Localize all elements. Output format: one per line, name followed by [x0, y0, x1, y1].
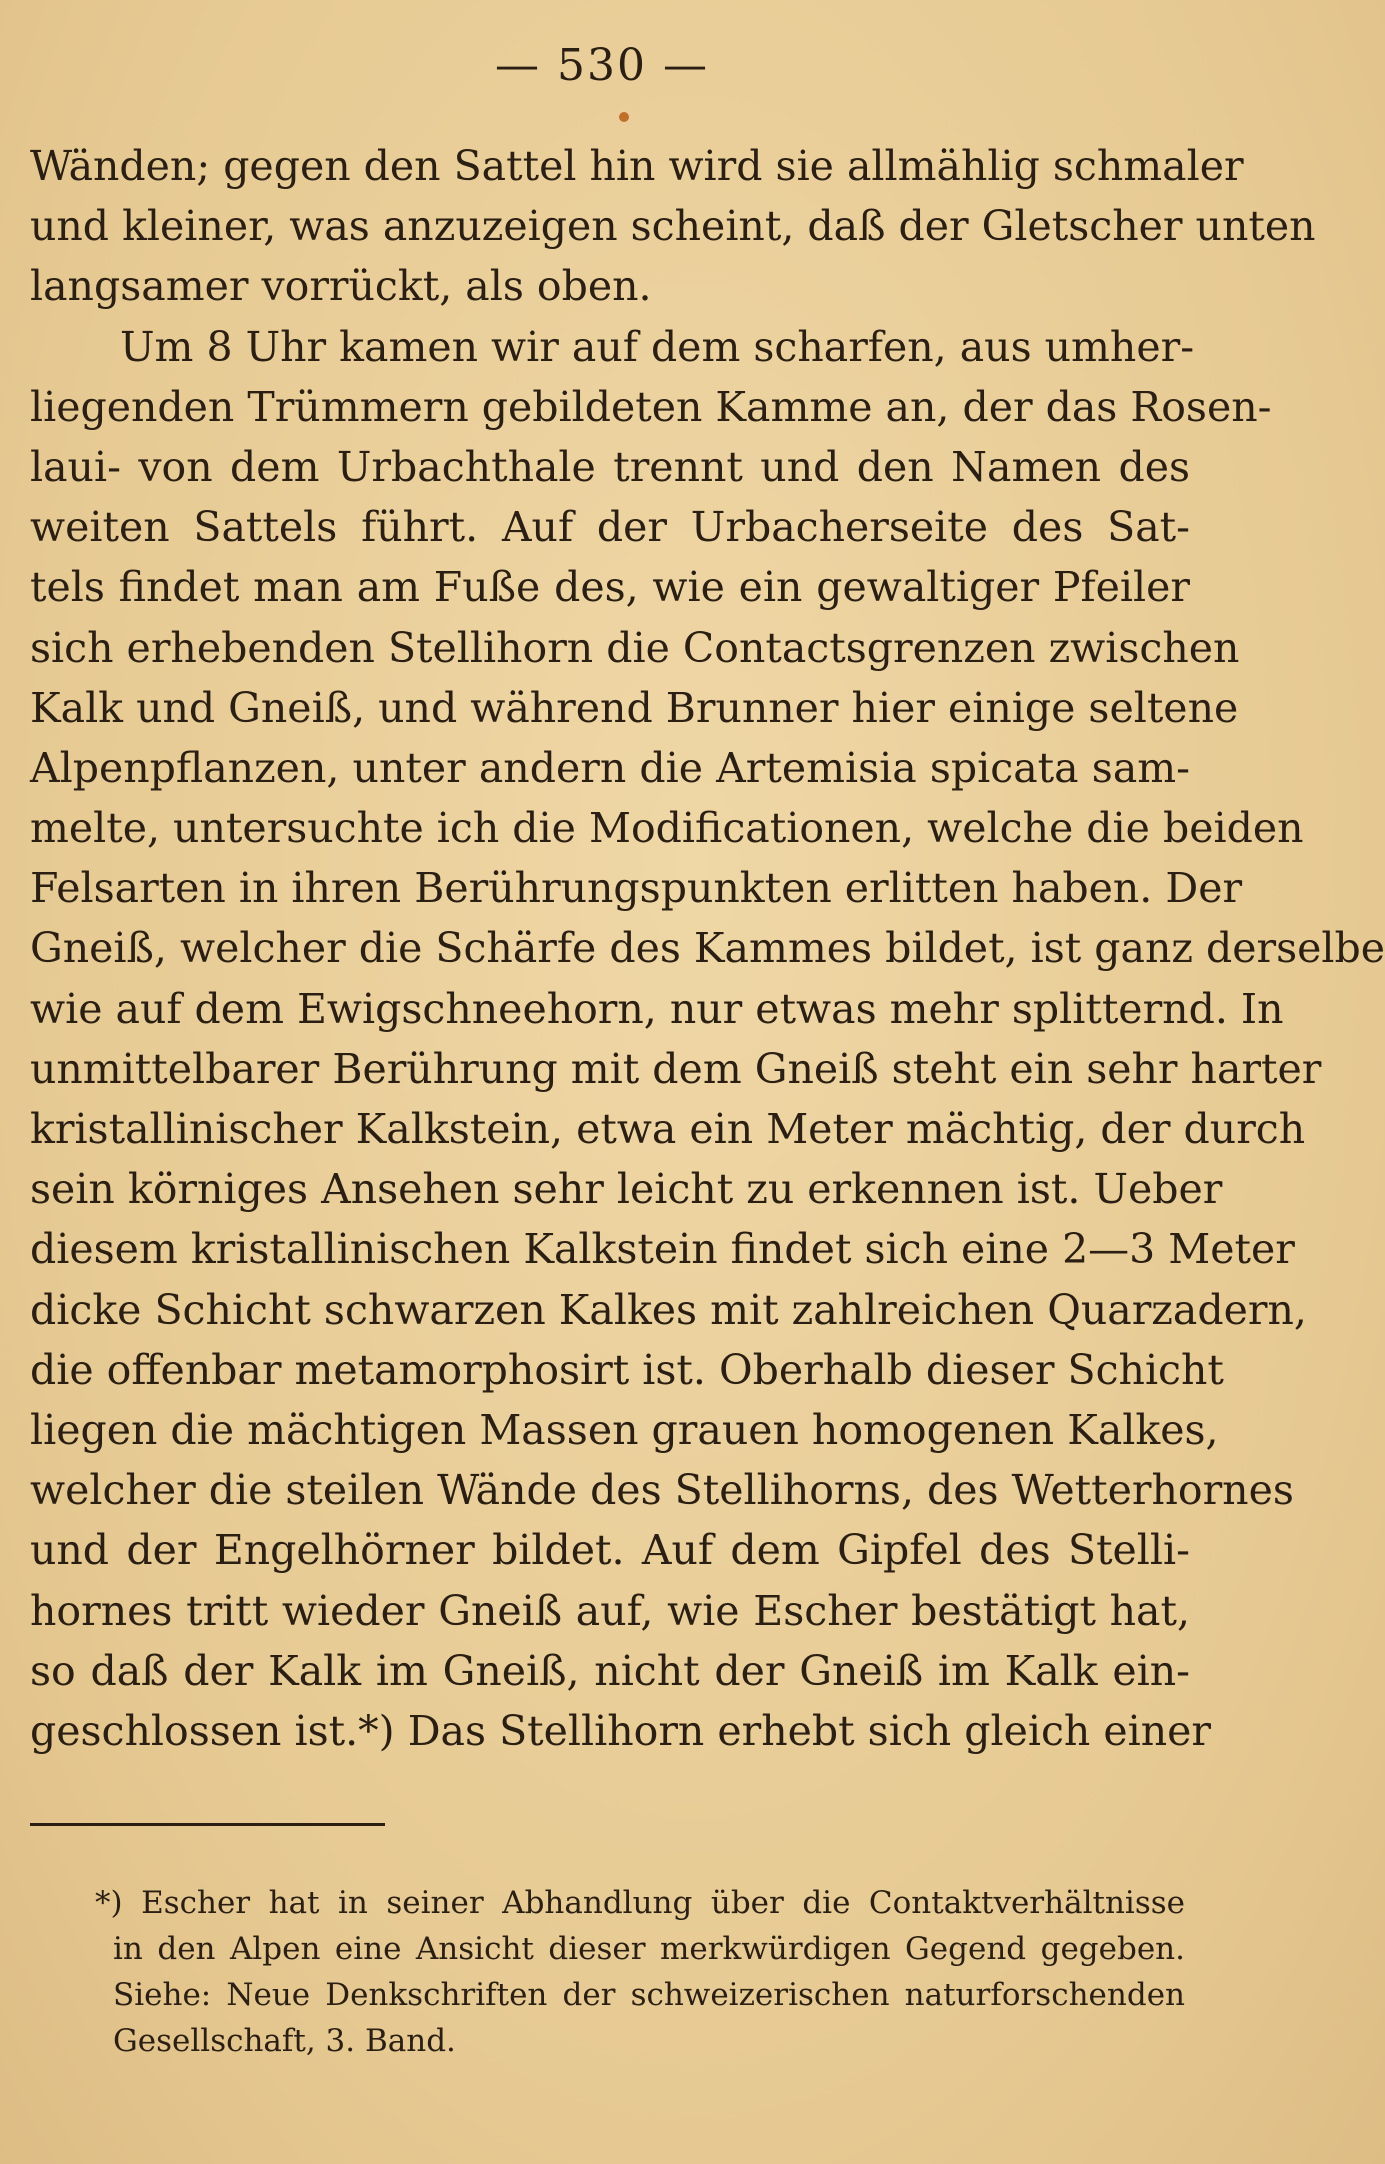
text-line: melte, untersuchte ich die Modificationen, welche die beiden	[30, 804, 1304, 853]
text-line: welcher die steilen Wände des Stellihorns, des Wetterhornes	[30, 1466, 1294, 1515]
footnote-line: *) Escher hat in seiner Abhandlung über die Contaktverhältnisse	[95, 1885, 1185, 1921]
text-line: langsamer vorrückt, als oben.	[30, 262, 652, 311]
ink-dot	[619, 112, 629, 122]
text-line: Gneiß, welcher die Schärfe des Kammes bildet, ist ganz derselbe	[30, 924, 1385, 973]
body-text	[30, 136, 1385, 1761]
text-line: wie auf dem Ewigschneehorn, nur etwas mehr splitternd. In	[30, 984, 1284, 1033]
text-line: und der Engelhörner bildet. Auf dem Gipfel des Stelli-	[30, 1526, 1190, 1575]
footnote-line: Gesellschaft, 3. Band.	[113, 2023, 456, 2059]
text-line: dicke Schicht schwarzen Kalkes mit zahlreichen Quarzadern,	[30, 1285, 1307, 1334]
footnote-line: Siehe: Neue Denkschriften der schweizerischen naturforschenden	[113, 1977, 1185, 2013]
text-line: sich erhebenden Stellihorn die Contactsgrenzen zwischen	[30, 623, 1240, 672]
text-line: geschlossen ist.*) Das Stellihorn erhebt sich gleich einer	[30, 1706, 1211, 1755]
text-line: diesem kristallinischen Kalkstein findet sich eine 2—3 Meter	[30, 1225, 1295, 1274]
text-line: liegen die mächtigen Massen grauen homogenen Kalkes,	[30, 1405, 1219, 1454]
page-number: — 530 —	[495, 40, 709, 91]
footnote-line: in den Alpen eine Ansicht dieser merkwürdigen Gegend gegeben.	[113, 1931, 1185, 1967]
text-line: unmittelbarer Berührung mit dem Gneiß steht ein sehr harter	[30, 1044, 1322, 1093]
text-line: tels findet man am Fuße des, wie ein gewaltiger Pfeiler	[30, 563, 1190, 612]
text-line: die offenbar metamorphosirt ist. Oberhalb dieser Schicht	[30, 1345, 1224, 1394]
text-line: Kalk und Gneiß, und während Brunner hier einige seltene	[30, 683, 1239, 732]
text-line: so daß der Kalk im Gneiß, nicht der Gneiß im Kalk ein-	[30, 1646, 1190, 1695]
text-line: weiten Sattels führt. Auf der Urbacherseite des Sat-	[30, 503, 1190, 552]
text-line: laui- von dem Urbachthale trennt und den Namen des	[30, 442, 1190, 491]
text-line: Wänden; gegen den Sattel hin wird sie allmählig schmaler	[30, 142, 1244, 190]
text-line: und kleiner, was anzuzeigen scheint, daß der Gletscher unten	[30, 202, 1316, 251]
footnote	[95, 1880, 1185, 2064]
text-line: Alpenpflanzen, unter andern die Artemisia spicata sam-	[30, 743, 1190, 792]
text-line: hornes tritt wieder Gneiß auf, wie Escher bestätigt hat,	[30, 1586, 1190, 1635]
paragraph-start-line: Um 8 Uhr kamen wir auf dem scharfen, aus umher-	[120, 322, 1195, 371]
footnote-divider	[30, 1823, 385, 1826]
text-line: liegenden Trümmern gebildeten Kamme an, der das Rosen-	[30, 382, 1272, 431]
text-line: sein körniges Ansehen sehr leicht zu erkennen ist. Ueber	[30, 1165, 1223, 1214]
text-line: kristallinischer Kalkstein, etwa ein Meter mächtig, der durch	[30, 1105, 1306, 1153]
text-line: Felsarten in ihren Berührungspunkten erlitten haben. Der	[30, 864, 1243, 913]
